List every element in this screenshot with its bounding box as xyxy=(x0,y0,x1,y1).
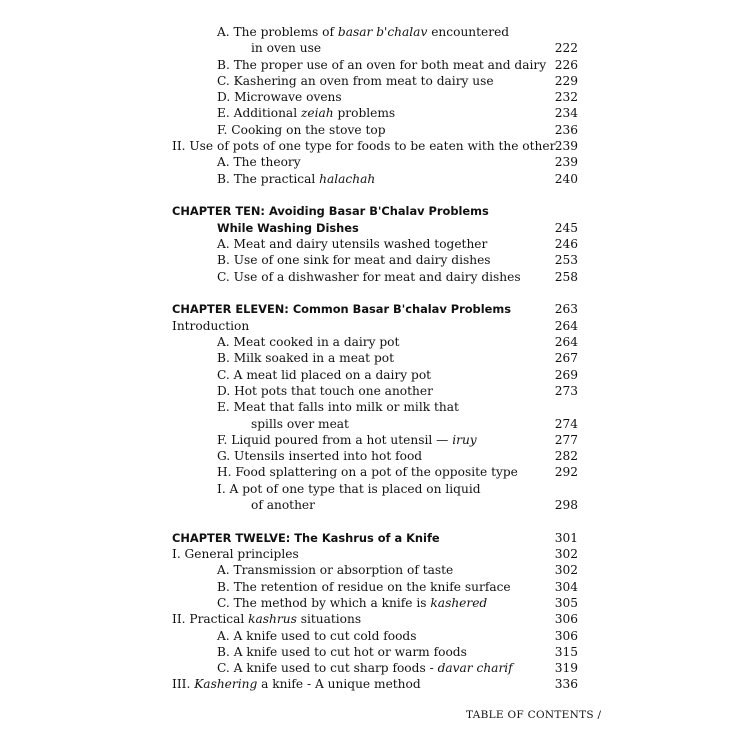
page-number: 306 xyxy=(554,612,578,627)
page-number: 232 xyxy=(554,90,578,105)
page-number: 222 xyxy=(554,41,578,56)
toc-entry: E. Meat that falls into milk or milk that xyxy=(217,400,459,415)
toc-entry-continuation: spills over meat 274 xyxy=(251,416,578,431)
page-number: 236 xyxy=(554,122,578,137)
toc-entry: B. Use of one sink for meat and dairy dishes 253 xyxy=(217,253,578,268)
page-number: 336 xyxy=(554,677,578,692)
toc-entry: C. The method by which a knife is kashered 305 xyxy=(217,596,578,610)
chapter-heading: CHAPTER TWELVE: The Kashrus of a Knife 301 xyxy=(172,530,578,545)
toc-section: II. Practical kashrus situations 306 xyxy=(172,612,578,627)
page-number: 319 xyxy=(554,661,578,676)
page-number: 264 xyxy=(554,335,578,350)
toc-entry: E. Additional zeiah problems 234 xyxy=(217,106,578,121)
toc-section: Introduction 264 xyxy=(172,318,578,333)
toc-entry: F. Liquid poured from a hot utensil — iruy 277 xyxy=(217,432,578,447)
toc-entry: F. Cooking on the stove top 236 xyxy=(217,122,578,137)
page-number: 292 xyxy=(554,465,578,480)
toc-entry: C. Use of a dishwasher for meat and dairy dishes 258 xyxy=(217,269,578,284)
chapter-heading: CHAPTER TEN: Avoiding Basar B'Chalav Problems xyxy=(172,204,489,219)
page-number: 282 xyxy=(554,449,578,464)
page-number: 239 xyxy=(554,139,578,154)
page-number: 263 xyxy=(554,302,578,317)
toc-entry: A. The theory 239 xyxy=(217,155,578,170)
page-number: 274 xyxy=(554,416,578,431)
toc-entry: D. Hot pots that touch one another 273 xyxy=(217,383,578,398)
page-number: 315 xyxy=(554,644,578,659)
page-number: 305 xyxy=(554,596,578,610)
toc-entry: B. The practical halachah 240 xyxy=(217,171,578,186)
toc-entry: C. A meat lid placed on a dairy pot 269 xyxy=(217,367,578,382)
chapter-heading: CHAPTER ELEVEN: Common Basar B'chalav Problems 263 xyxy=(172,302,578,317)
toc-entry: B. A knife used to cut hot or warm foods 315 xyxy=(217,644,578,659)
toc-entry: I. A pot of one type that is placed on liquid xyxy=(217,481,481,496)
page-number: 229 xyxy=(554,73,578,88)
page-number: 246 xyxy=(554,237,578,252)
page-number: 234 xyxy=(554,106,578,121)
page-number: 264 xyxy=(554,318,578,333)
toc-entry: D. Microwave ovens 232 xyxy=(217,90,578,105)
page-number: 245 xyxy=(554,220,578,235)
toc-entry: A. A knife used to cut cold foods 306 xyxy=(217,628,578,643)
page-number: 253 xyxy=(554,253,578,268)
page-number: 240 xyxy=(554,171,578,186)
toc-entry: B. The retention of residue on the knife surface 304 xyxy=(217,579,578,594)
page-number: 301 xyxy=(554,530,578,545)
page-number: 273 xyxy=(554,383,578,398)
page-number: 269 xyxy=(554,367,578,382)
toc-entry-continuation: in oven use 222 xyxy=(251,41,578,56)
page-number: 304 xyxy=(554,579,578,594)
page-number: 258 xyxy=(554,269,578,284)
toc-entry: B. The proper use of an oven for both meat and dairy 226 xyxy=(217,57,578,72)
toc-entry: A. The problems of basar b'chalav encountered xyxy=(217,25,510,39)
toc-entry: H. Food splattering on a pot of the opposite type 292 xyxy=(217,465,578,480)
toc-entry: G. Utensils inserted into hot food 282 xyxy=(217,449,578,464)
toc-entry: A. Meat and dairy utensils washed together 246 xyxy=(217,237,578,252)
toc-entry: C. A knife used to cut sharp foods - davar charif 319 xyxy=(217,661,578,676)
toc-entry: A. Meat cooked in a dairy pot 264 xyxy=(217,335,578,350)
page-number: 306 xyxy=(554,628,578,643)
page-number: 277 xyxy=(554,432,578,447)
page-number: 226 xyxy=(554,57,578,72)
toc-section: II. Use of pots of one type for foods to be eaten with the other 239 xyxy=(172,139,578,154)
running-footer: TABLE OF CONTENTS / xyxy=(466,709,602,721)
toc-entry: B. Milk soaked in a meat pot 267 xyxy=(217,351,578,366)
page-number: 302 xyxy=(554,547,578,562)
toc-entry: C. Kashering an oven from meat to dairy use 229 xyxy=(217,73,578,88)
toc-entry-continuation: of another 298 xyxy=(251,498,578,513)
page-number: 239 xyxy=(554,155,578,170)
page-number: 302 xyxy=(554,563,578,578)
toc-section: III. Kashering a knife - A unique method 336 xyxy=(172,677,578,692)
page-number: 298 xyxy=(554,498,578,513)
chapter-heading-continuation: While Washing Dishes 245 xyxy=(217,220,578,235)
table-of-contents xyxy=(172,24,578,693)
toc-entry: A. Transmission or absorption of taste 302 xyxy=(217,563,578,578)
page-number: 267 xyxy=(554,351,578,366)
toc-section: I. General principles 302 xyxy=(172,547,578,562)
